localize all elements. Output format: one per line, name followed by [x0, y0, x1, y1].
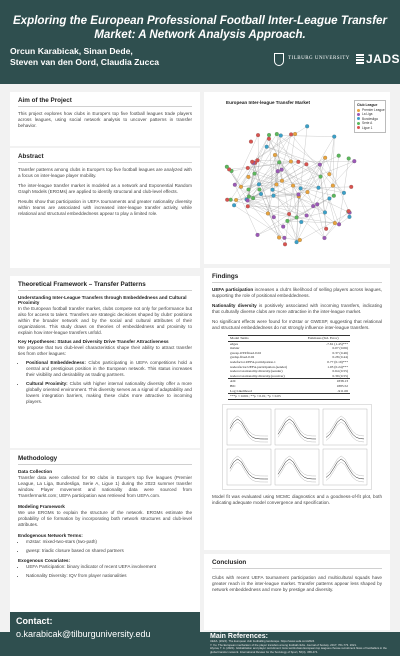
hypothesis-text: Clubs participating in UEFA competitions hold a central and prestigious position in the European network. This status increases their visibility and desirability as trading partners.: [26, 360, 193, 377]
network-node: [348, 215, 352, 219]
network-node: [293, 132, 297, 136]
findings-body: [212, 287, 382, 331]
methodology-section: [10, 450, 200, 630]
reference-item: Y. Xu. The European mechanism of the player transfers among football clubs. Journal of Society. 2017; 761-773. 2021.: [210, 642, 357, 647]
table-cell: edges: [230, 341, 238, 346]
network-edge: [313, 206, 325, 212]
network-node: [225, 165, 229, 169]
list-item: [26, 360, 192, 378]
network-node: [347, 209, 351, 213]
network-node: [282, 236, 286, 240]
network-node: [277, 160, 281, 164]
network-node: [306, 190, 310, 194]
network-edge: [235, 135, 258, 185]
table-cell: 1885.52: [336, 383, 348, 388]
network-node: [247, 188, 251, 192]
network-node: [257, 182, 261, 186]
table-cell: Log Likelihood: [230, 388, 252, 393]
gof-panel: [323, 409, 367, 445]
methodology-heading: Methodology: [18, 455, 192, 465]
network-node: [323, 236, 327, 240]
network-node: [233, 183, 237, 187]
table-header-cell: Estimates (Std. Error): [307, 336, 339, 340]
table-note: ***p < 0.001; **p < 0.01; *p < 0.05: [230, 394, 281, 399]
tilburg-logo-text: TILBURG UNIVERSITY: [288, 56, 350, 61]
table-header-cell: Model Terms: [230, 336, 249, 340]
reference-item: UEFA. (2024). The European club footballing landscape. https://www.uefa.com/2024: [210, 639, 315, 643]
table-cell: 0.39 (0.55): [332, 373, 348, 378]
network-node: [295, 216, 299, 220]
table-cell: 1838.13: [336, 379, 348, 384]
network-node: [317, 186, 321, 190]
network-node: [277, 236, 281, 240]
network-node: [256, 158, 260, 162]
network-node: [299, 220, 303, 224]
legend-item: [357, 126, 383, 130]
exogenous-heading: Exogenous Covariates:: [18, 558, 71, 563]
list-item: • gwesp: triadic closure based on shared partners: [26, 548, 192, 554]
network-node: [347, 157, 351, 161]
network-edge: [287, 221, 299, 240]
network-node: [281, 225, 285, 229]
jads-lines-icon: [356, 54, 364, 65]
modeling-text: We use ERGMs to explain the structure of the network. ERGMs estimate the probability of tie formation by incorporating both network structures and club-level attributes.: [18, 510, 192, 527]
tilburg-university-logo: [274, 53, 354, 69]
gof-panel: [275, 449, 319, 485]
network-node: [328, 197, 332, 201]
table-cell: 0.64 (0.55): [332, 369, 348, 374]
abstract-paragraph-3: Results show that participation in UEFA tournaments and greater nationality diversity within teams are associated with increased inter-league transfer activity, while relational and structural embeddedness appear to play a limited role.: [18, 199, 192, 216]
hypotheses-heading: Key Hypotheses: Status and Diversity Drive Transfer Attractiveness: [18, 339, 169, 344]
network-node: [349, 185, 353, 189]
endogenous-list: [18, 539, 192, 554]
network-node: [276, 169, 280, 173]
finding-label: Nationality diversity: [212, 303, 257, 308]
table-cell: gwesp.OTP.fixed.0.02: [230, 350, 262, 355]
network-edge: [279, 162, 300, 188]
network-edge: [283, 217, 296, 226]
network-node: [323, 156, 327, 160]
table-cell: m2star: [230, 346, 240, 351]
network-edge: [234, 205, 284, 238]
finding-diversity: [212, 303, 382, 315]
network-node: [225, 198, 229, 202]
legend-label: Premier League: [362, 108, 385, 112]
network-node: [239, 185, 243, 189]
network-node: [232, 203, 236, 207]
network-node: [234, 198, 238, 202]
legend-dot: [357, 122, 360, 125]
list-item: • m2star: mixed-two-stars (two-path): [26, 539, 192, 545]
gof-panel: [323, 449, 367, 485]
network-node: [272, 194, 276, 198]
hypotheses-intro: We propose that two club-level characteristics shape their ability to attract transfer ties from other leagues:: [18, 345, 192, 356]
theory-intro: In the European football transfer market, clubs compete not only for performance but also for access to talent. Transfers are strategic decisions shaped by clubs' positions within the broader network and by the social and cultural attributes of their organizations. This study draws on theories of embeddedness and proximity to explain how inter-league transfers unfold.: [18, 306, 192, 335]
network-node: [246, 204, 250, 208]
findings-section: [204, 268, 390, 550]
conclusion-section: [204, 554, 390, 630]
network-node: [247, 175, 251, 179]
conclusion-heading: Conclusion: [212, 559, 382, 569]
estimates-body: [228, 341, 350, 399]
jads-logo-text: JADS: [366, 52, 400, 66]
network-edge: [307, 192, 313, 206]
network-node: [246, 166, 250, 170]
network-node: [256, 233, 260, 237]
network-node: [332, 135, 336, 139]
network-edge: [321, 177, 327, 229]
theory-section: [10, 276, 200, 448]
network-node: [273, 153, 277, 157]
table-cell: 0.77 (0.19)***: [327, 359, 348, 364]
network-node: [323, 211, 327, 215]
table-cell: nodefactor.UEFA.participation.1: [230, 359, 276, 364]
logos: [272, 50, 400, 70]
network-node: [266, 212, 270, 216]
data-collection-heading: Data Collection: [18, 469, 53, 474]
legend-dot: [357, 109, 360, 112]
table-cell: AIC: [230, 379, 237, 384]
modeling-heading: Modeling Framework: [18, 504, 65, 509]
network-edge: [333, 137, 334, 186]
gof-svg: [223, 405, 373, 491]
finding-text: is positively associated with incoming transfers, indicating that culturally diverse clubs are more attractive in the inter-league market.: [212, 303, 382, 314]
table-cell: 0.07 (0.06): [332, 346, 348, 351]
authors-line-2: Steven van den Oord, Claudia Zucca: [10, 57, 159, 67]
data-collection-text: Transfer data were collected for 90 clubs in Europe's top five leagues (Premier League, La Liga, Bundesliga, Serie A, Ligue 1) during the 2023 summer transfer window. Player movement and nationality data were sourced from Transfermarkt.com; UEFA participation was retrieved from UEFA.com.: [18, 475, 192, 498]
network-edge: [301, 126, 308, 188]
goodness-of-fit-plot: [222, 404, 372, 490]
network-node: [229, 198, 233, 202]
hypothesis-label: Cultural Proximity:: [26, 381, 68, 386]
network-edge: [267, 147, 307, 165]
abstract-paragraph-2: The inter-league transfer market is modeled as a network and Exponential Random Graph Models (ERGMs) are applied to identify structural and club-level effects.: [18, 183, 192, 194]
network-edges: [227, 126, 354, 244]
theory-subheading: Understanding Inter-League Transfers through Embeddedness and Cultural Proximity: [18, 295, 187, 305]
network-node: [265, 145, 269, 149]
exogenous-list: [18, 564, 192, 579]
network-node: [271, 188, 275, 192]
network-edge: [274, 192, 308, 196]
legend-title: Club League: [357, 103, 378, 107]
contact-box: [10, 612, 200, 656]
abstract-heading: Abstract: [18, 153, 192, 163]
abstract-body: [18, 167, 192, 217]
network-node: [285, 219, 289, 223]
abstract-section: [10, 148, 200, 268]
table-cell: -7.61 (1.45)***: [326, 341, 348, 346]
legend-dot: [357, 117, 360, 120]
gof-frame: [227, 409, 271, 445]
gof-frame: [227, 449, 271, 485]
finding-uefa: [212, 287, 382, 299]
conclusion-text: Clubs with recent UEFA tournament participation and multicultural squads have greater reach in the inter-league market. Transfer patterns appear less shaped by network embeddedness and more by prestige and diversity.: [212, 575, 382, 592]
legend-label: Bundesliga: [362, 116, 378, 121]
findings-heading: Findings: [212, 273, 382, 283]
reference-item: Hlyova, T. A. (2021). Globalization and player recruitment: How world-class European top leagues choose recruitment flows of footballers in the global transfer network. International Review for the Sociology of Sport, 56(4), 458-474.: [210, 646, 387, 654]
endogenous-heading: Endogenous Network Terms:: [18, 533, 83, 538]
network-node: [253, 172, 257, 176]
gof-frame: [275, 409, 319, 445]
estimates-table: [228, 335, 350, 400]
network-node: [256, 133, 260, 137]
authors-line-1: Orcun Karabicak, Sinan Dede,: [10, 46, 133, 56]
gof-frame: [323, 409, 367, 445]
network-node: [251, 196, 255, 200]
contact-label: Contact:: [16, 616, 53, 626]
network-edge: [306, 164, 320, 176]
network-node: [299, 187, 303, 191]
network-node: [298, 238, 302, 242]
gof-panel: [227, 449, 271, 485]
references-box: [204, 632, 400, 656]
table-cell: gwdsp.fixed.0.02: [230, 355, 255, 360]
legend-label: Serie A: [362, 121, 373, 126]
network-node: [304, 162, 308, 166]
network-edge: [235, 185, 258, 235]
finding-label: UEFA participation: [212, 287, 254, 292]
gof-frame: [275, 449, 319, 485]
network-edge: [293, 186, 297, 218]
list-item: • Nationality Diversity: IQV from player nationalities: [26, 573, 192, 579]
network-node: [333, 221, 337, 225]
network-legend: [354, 100, 386, 133]
network-edge: [334, 156, 339, 196]
fit-text: Model fit was evaluated using MCMC diagnostics and a goodness-of-fit plot, both indicating adequate model convergence and specification.: [212, 493, 382, 505]
network-node: [342, 191, 346, 195]
jads-logo: [356, 52, 400, 68]
network-node: [267, 137, 271, 141]
network-node: [337, 222, 341, 226]
gof-frame: [323, 449, 367, 485]
network-node: [315, 202, 319, 206]
network-node: [305, 124, 309, 128]
authors: [10, 46, 220, 68]
network-title: European Inter-league Transfer Market: [226, 100, 310, 105]
network-node: [352, 159, 356, 163]
table-note-row: [228, 394, 350, 400]
network-node: [258, 188, 262, 192]
list-item: • UEFA Participation: binary indicator of recent UEFA involvement: [26, 564, 192, 570]
references-label: Main References:: [210, 633, 268, 640]
gof-panel: [227, 409, 271, 445]
network-node: [332, 194, 336, 198]
network-node: [267, 133, 271, 137]
network-node: [289, 160, 293, 164]
poster-title: Exploring the European Professional Football Inter-League Transfer Market: A Network Analysis Approach.: [12, 14, 388, 41]
network-edge: [275, 155, 321, 177]
network-figure: [204, 92, 390, 264]
hypothesis-text: Clubs with higher internal nationality diversity offer a more globally oriented environment. This diversity serves as a signal of adaptability and lowers integration barriers, making these clubs more attractive to incoming players.: [26, 381, 192, 404]
network-nodes: [225, 124, 356, 246]
table-cell: nodecov.nationality.diversity.(sender): [230, 369, 283, 374]
abstract-paragraph-1: Transfer patterns among clubs in Europe's top five football leagues are analyzed with a focus on inter-league player mobility.: [18, 167, 192, 178]
network-node: [305, 214, 309, 218]
legend-label: La Liga: [362, 112, 373, 117]
network-edge: [248, 206, 274, 217]
network-node: [297, 193, 301, 197]
network-node: [280, 179, 284, 183]
network-node: [246, 199, 250, 203]
network-node: [291, 184, 295, 188]
network-node: [324, 227, 328, 231]
network-node: [331, 184, 335, 188]
network-node: [275, 183, 279, 187]
legend-dot: [357, 113, 360, 116]
network-node: [275, 132, 279, 136]
network-node: [272, 215, 276, 219]
table-cell: 0.37 (0.46): [332, 350, 348, 355]
network-node: [247, 195, 251, 199]
table-cell: BIC: [230, 383, 236, 388]
network-edge: [231, 200, 297, 218]
finding-null: No significant effects were found for m2star or GWESP, suggesting that relational and structural embeddedness do not strongly influence inter-league transfers.: [212, 319, 382, 330]
network-node: [337, 154, 341, 158]
legend-dot: [357, 126, 360, 129]
table-cell: nodeofactor.UEFA.participation.(sender): [230, 364, 288, 369]
poster-header: [0, 0, 400, 84]
aim-section: [10, 92, 200, 146]
aim-heading: Aim of the Project: [18, 97, 192, 107]
aim-text: This project explores how clubs in Europe's top five football leagues trade players across leagues, using social network analysis to uncover patterns in transfer behavior.: [18, 111, 192, 128]
network-node: [287, 212, 291, 216]
legend-label: Ligue 1: [362, 125, 373, 130]
network-node: [318, 163, 322, 167]
network-node: [289, 132, 293, 136]
network-node: [311, 204, 315, 208]
table-cell: 0.28 (0.44): [332, 355, 348, 360]
table-cell: 1.03 (0.24)***: [327, 364, 348, 369]
contact-email[interactable]: o.karabicak@tilburguniversity.edu: [16, 629, 151, 639]
network-edge: [268, 171, 278, 213]
network-node: [259, 192, 263, 196]
finding-text: increases a club's likelihood of selling players across leagues, supporting the role of positional embeddedness.: [212, 287, 382, 298]
network-node: [249, 140, 253, 144]
network-node: [279, 134, 283, 138]
gof-panel: [275, 409, 319, 445]
table-cell: nodecov.nationality.diversity.(receiver): [230, 373, 285, 378]
network-node: [319, 175, 323, 179]
network-node: [295, 240, 299, 244]
table-cell: -911.06: [337, 388, 348, 393]
theory-heading: Theoretical Framework – Transfer Patterns: [18, 281, 192, 291]
hypotheses-list: [18, 360, 192, 405]
network-node: [280, 168, 284, 172]
network-node: [283, 242, 287, 246]
hypothesis-label: Positional Embeddedness:: [26, 360, 86, 365]
network-node: [250, 160, 254, 164]
list-item: [26, 381, 192, 405]
network-edge: [313, 161, 354, 206]
network-node: [327, 172, 331, 176]
crest-icon: [274, 53, 284, 66]
network-edge: [298, 177, 320, 195]
network-node: [296, 160, 300, 164]
